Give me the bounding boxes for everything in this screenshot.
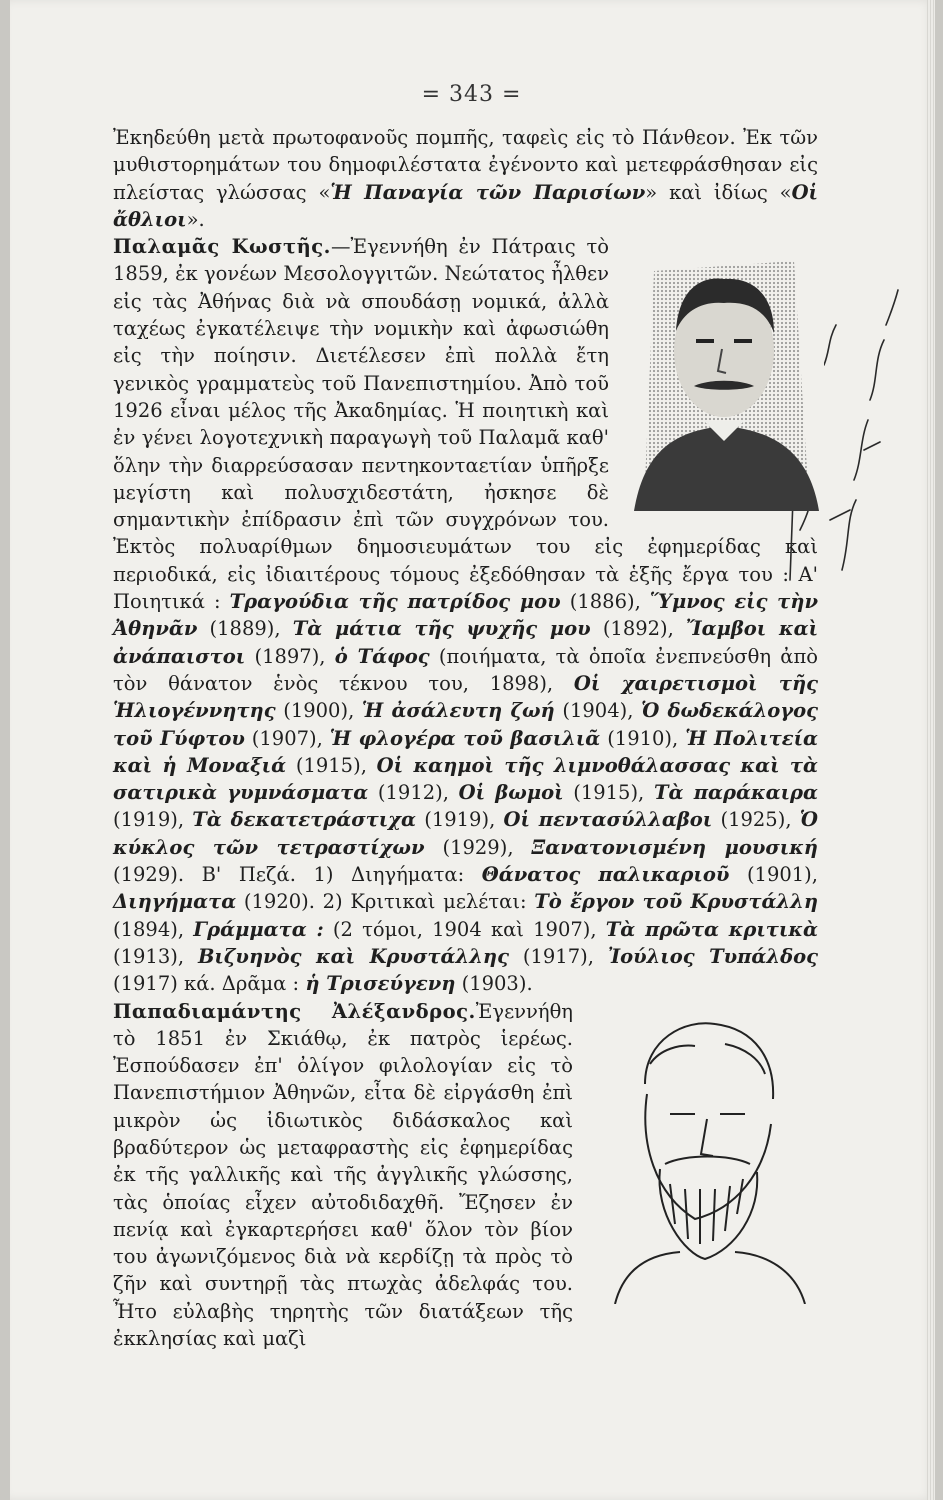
work-title: Ἰούλιος Τυπάλδος [607, 944, 818, 968]
work-year: (1917), [508, 944, 608, 968]
work-title: Ἡ φλογέρα τοῦ βασιλιᾶ [329, 726, 601, 750]
work-title: Τὸ ἔργον τοῦ Κρυστάλλη [534, 890, 818, 914]
work-year: (1907), [244, 726, 330, 750]
work-title: ὁ Τάφος [334, 644, 430, 668]
work-title: Ἡ Παναγία τῶν Παρισίων [330, 180, 646, 204]
work-title: Ἡ Πολιτεία καὶ ἡ Μοναξιά [113, 726, 819, 777]
work-year: (1919), [415, 808, 504, 832]
work-year: (1901), [729, 863, 818, 887]
body-text: ». [186, 207, 205, 231]
work-title: Ὁ δωδεκάλογος τοῦ Γύφτου [113, 699, 818, 750]
entry-heading-papadiamantis: Παπαδιαμάντης Ἀλέξανδρος. [113, 999, 476, 1023]
work-year: (1915), [563, 781, 654, 805]
work-title: Τὰ παράκαιρα [653, 781, 819, 805]
work-year: (ποιήματα, τὰ ὁποῖα ἐνεπνεύσθη ἀπὸ τὸν θάνατον ἑνὸς τέκνου του, 1898), [113, 644, 819, 695]
page-edge [927, 0, 935, 1500]
work-title: Τὰ πρῶτα κριτικὰ [605, 917, 818, 941]
work-title: Ξανατονισμένη μουσική [531, 835, 818, 859]
work-title: Γράμματα : [193, 917, 324, 941]
work-title: Διηγήματα [113, 890, 237, 914]
body-text: » καὶ ἰδίως « [645, 180, 792, 204]
portrait-palamas [623, 241, 825, 511]
work-year: (1929), [424, 835, 532, 859]
work-title: Οἱ βωμοὶ [458, 781, 564, 805]
work-year: (1910), [600, 726, 686, 750]
work-year: (1925), [712, 808, 800, 832]
work-title: ἡ Τρισεύγενη [305, 972, 456, 996]
work-title: Βιζυηνὸς καὶ Κρυστάλλης [197, 944, 509, 968]
work-title: Ὁ κύκλος τῶν τετραστίχων [113, 808, 819, 859]
work-year: (2 τόμοι, 1904 καὶ 1907), [323, 917, 606, 941]
work-title: Ἡ ἀσάλευτη ζωή [361, 699, 555, 723]
page-number: = 343 = [421, 82, 522, 107]
work-year: (1886), [560, 590, 650, 614]
work-title: Ὕμνος εἰς τὴν Ἀθηνᾶν [113, 590, 818, 641]
work-title: Τὰ δεκατετράστιχα [192, 808, 416, 832]
work-year: (1929). Β' Πεζά. 1) Διηγήματα: [113, 863, 482, 887]
body-text: —Ἐγεννήθη ἐν Πάτραις τὸ 1859, ἐκ γονέων Μεσολογγιτῶν. Νεώτατος ἦλθεν εἰς τὰς Ἀθήνας διὰ νὰ σπουδάσῃ νομικά, ἀλλὰ ταχέως ἐγκατέλειψε τὴν νομικὴν καὶ ἀφωσιώθη εἰς τὴν ποίησιν. Διετέλεσεν ἐπὶ πολλὰ ἔτη γενικὸς γραμματεὺς τοῦ Πανεπιστημίου. Ἀπὸ τοῦ 1926 εἶναι μέλος τῆς Ἀκαδημίας. Ἡ ποιητικὴ καὶ ἐν γένει λογοτεχνικὴ παραγωγὴ τοῦ Παλαμᾶ καθ' ὅλην τὴν διαρρεύσασαν πεντηκονταετίαν ὑπῆρξε μεγίστη καὶ πολυσχιδεστάτη, ἠσκησε δὲ σημαντικὴν ἐπίδρασιν ἐπὶ τῶν συγχρόνων του. Ἐκτὸς πολυαρίθμων δημοσιευμάτων του εἰς ἐφημερίδας καὶ περιοδικά, εἰς ἰδιαιτέρους τόμους ἐξεδόθησαν τὰ ἑξῆς ἔργα του : Α' Ποιητικά : [113, 235, 818, 614]
portrait-sketch [585, 1004, 830, 1304]
portrait-image [623, 241, 825, 511]
work-year: (1919), [113, 808, 193, 832]
work-year: (1912), [368, 781, 459, 805]
work-year: (1903). [455, 972, 533, 996]
work-year: (1897), [245, 644, 335, 668]
paragraph-hugo-end [113, 124, 818, 233]
work-title: Οἱ πεντασύλλαβοι [503, 808, 713, 832]
work-title: Θάνατος παλικαριοῦ [481, 863, 730, 887]
work-year: (1920). 2) Κριτικαὶ μελέται: [236, 890, 535, 914]
work-year: (1889), [197, 617, 293, 641]
work-year: (1913), [113, 944, 198, 968]
work-year: (1892), [590, 617, 686, 641]
work-title: Οἱ ἄθλιοι [113, 180, 818, 231]
work-year: (1894), [113, 917, 194, 941]
entry-heading-palamas: Παλαμᾶς Κωστῆς. [113, 235, 331, 259]
work-year: (1917) κά. Δρᾶμα : [113, 972, 306, 996]
work-title: Οἱ καημοὶ τῆς λιμνοθάλασσας καὶ τὰ σατιρικὰ γυμνάσματα [113, 753, 819, 805]
work-title: Ἴαμβοι καὶ ἀνάπαιστοι [113, 617, 819, 668]
work-year: (1904), [554, 699, 642, 723]
portrait-papadiamantis [585, 1004, 830, 1304]
work-title: Τραγούδια τῆς πατρίδος μου [229, 590, 561, 614]
page-text [113, 124, 818, 1352]
work-title: Οἱ χαιρετισμοὶ τῆς Ἡλιογέννητης [113, 671, 818, 723]
body-text: Ἐγεννήθη τὸ 1851 ἐν Σκιάθῳ, ἐκ πατρὸς ἱερέως. Ἐσπούδασεν ἐπ' ὀλίγον φιλολογίαν εἰς τὸ Πανεπιστήμιον Ἀθηνῶν, εἶτα δὲ εἰργάσθη ἐπὶ μικρὸν ὡς ἰδιωτικὸς διδάσκαλος καὶ βραδύτερον ὡς μεταφραστὴς εἰς ἐφημερίδας ἐκ τῆς γαλλικῆς καὶ τῆς ἀγγλικῆς γλώσσης, τὰς ὁποίας εἶχεν αὐτοδιδαχθῆ. Ἔζησεν ἐν πενίᾳ καὶ ἐγκαρτερήσει καθ' ὅλον τὸν βίον του ἀγωνιζόμενος διὰ νὰ κερδίζῃ τὰ πρὸς τὸ ζῆν καὶ συντηρῇ τὰς πτωχὰς ἀδελφάς του. Ἦτο εὐλαβὴς τηρητὴς τῶν διατάξεων τῆς ἐκκλησίας καὶ μαζὶ [113, 999, 573, 1351]
work-year: (1915), [286, 753, 377, 777]
body-text: Ἐκηδεύθη μετὰ πρωτοφανοῦς πομπῆς, ταφεὶς εἰς τὸ Πάνθεον. Ἐκ τῶν μυθιστορημάτων του δημοφιλέστατα ἐγένοντο καὶ μετεφράσθησαν εἰς πλείστας γλώσσας « [113, 126, 818, 204]
work-title: Τὰ μάτια τῆς ψυχῆς μου [292, 617, 591, 641]
work-year: (1900), [275, 699, 362, 723]
